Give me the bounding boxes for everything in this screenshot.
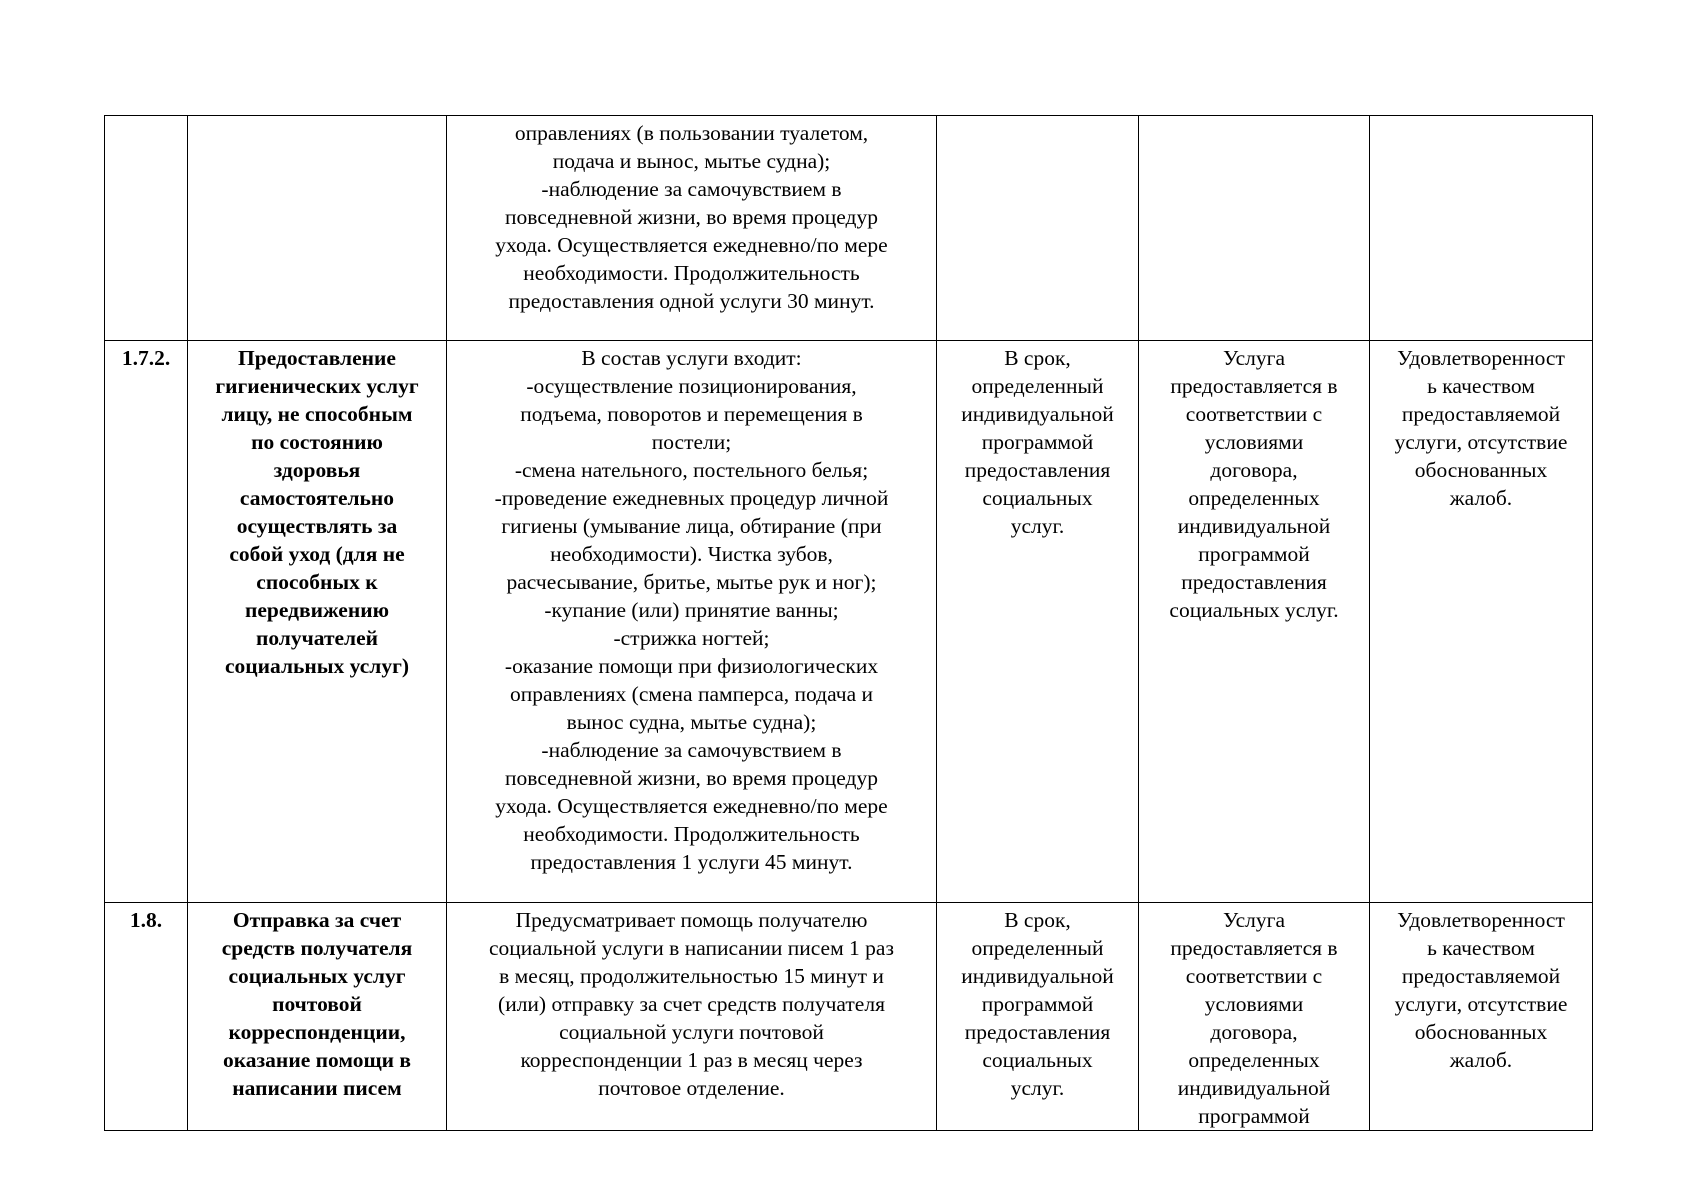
cell-text-line: социальных xyxy=(982,486,1093,510)
cell-text-line: Отправка за счет xyxy=(232,908,402,932)
cell-text-line: корреспонденции, xyxy=(228,1020,406,1044)
cell-text-line: социальных xyxy=(982,1048,1093,1072)
cell-text-line: почтовой xyxy=(272,992,362,1016)
cell-text-line: индивидуальной xyxy=(961,402,1114,426)
cell-text-line: -наблюдение за самочувствием в xyxy=(541,177,842,201)
cell-text-line: передвижению xyxy=(244,598,390,622)
cell-text-line: подача и вынос, мытье судна); xyxy=(552,149,831,173)
cell-text-line: индивидуальной xyxy=(1177,514,1331,538)
cell-text-line: условиями xyxy=(1204,992,1304,1016)
cell-text-line: по состоянию xyxy=(251,430,383,454)
cell-text-line: услуг. xyxy=(1010,1076,1065,1100)
cell-text-line: соответствии с xyxy=(1185,964,1323,988)
service-number-cell xyxy=(105,341,188,903)
cell-text-line: Удовлетворенност xyxy=(1397,908,1565,932)
service-title-cell xyxy=(188,341,447,903)
table-row xyxy=(105,903,1593,1131)
cell-text-line: услуг. xyxy=(1010,514,1065,538)
cell-text-line: способных к xyxy=(256,570,378,594)
cell-text-line: вынос судна, мытье судна); xyxy=(566,710,817,734)
cell-text-line: индивидуальной xyxy=(1177,1076,1331,1100)
service-quality-cell xyxy=(1370,341,1593,903)
service-conditions-cell xyxy=(1139,341,1370,903)
cell-text-line: Услуга xyxy=(1222,346,1286,370)
cell-text-line: написании писем xyxy=(232,1076,402,1100)
service-term-cell xyxy=(937,903,1139,1131)
cell-text-line: оправлениях (смена памперса, подача и xyxy=(509,682,874,706)
service-number-cell xyxy=(105,903,188,1131)
cell-text-line: Предусматривает помощь получателю xyxy=(515,908,868,932)
cell-text-line: программой xyxy=(1198,1104,1310,1128)
cell-text-line: лицу, не способным xyxy=(221,402,413,426)
cell-text-line: предоставляемой xyxy=(1401,402,1561,426)
cell-text-line: жалоб. xyxy=(1449,1048,1513,1072)
cell-text-line: -смена нательного, постельного белья; xyxy=(514,458,869,482)
cell-text-line: договора, xyxy=(1210,458,1298,482)
service-term-cell xyxy=(937,341,1139,903)
cell-text-line: ь качеством xyxy=(1427,374,1535,398)
cell-text-line: 1.7.2. xyxy=(121,346,171,370)
service-number-cell xyxy=(105,116,188,341)
cell-text-line: Услуга xyxy=(1222,908,1286,932)
service-term-cell xyxy=(937,116,1139,341)
cell-text-line: -проведение ежедневных процедур личной xyxy=(494,486,889,510)
table-row xyxy=(105,341,1593,903)
cell-text-line: необходимости). Чистка зубов, xyxy=(550,542,833,566)
cell-text-line: постели; xyxy=(651,430,732,454)
cell-text-line: определенный xyxy=(971,936,1104,960)
cell-text-line: определенных xyxy=(1188,1048,1320,1072)
cell-text-line: предоставляемой xyxy=(1401,964,1561,988)
cell-text-line: соответствии с xyxy=(1185,402,1323,426)
service-title-cell xyxy=(188,116,447,341)
cell-text-line: предоставления 1 услуги 45 минут. xyxy=(530,850,853,874)
cell-text-line: здоровья xyxy=(273,458,361,482)
cell-text-line: социальных услуг) xyxy=(224,654,410,678)
cell-text-line: услуги, отсутствие xyxy=(1394,430,1568,454)
service-description-cell xyxy=(447,903,937,1131)
cell-text-line: обоснованных xyxy=(1414,458,1548,482)
cell-text-line: оправлениях (в пользовании туалетом, xyxy=(514,121,869,145)
service-title-cell xyxy=(188,903,447,1131)
cell-text-line: самостоятельно xyxy=(239,486,395,510)
service-conditions-cell xyxy=(1139,903,1370,1131)
cell-text-line: корреспонденции 1 раз в месяц через xyxy=(520,1048,863,1072)
cell-text-line: предоставления xyxy=(1181,570,1327,594)
cell-text-line: расчесывание, бритье, мытье рук и ног); xyxy=(506,570,877,594)
cell-text-line: условиями xyxy=(1204,430,1304,454)
services-table-body xyxy=(105,116,1593,1131)
cell-text-line: жалоб. xyxy=(1449,486,1513,510)
cell-text-line: -купание (или) принятие ванны; xyxy=(544,598,839,622)
cell-text-line: 1.8. xyxy=(129,908,163,932)
cell-text-line: предоставления одной услуги 30 минут. xyxy=(508,289,875,313)
cell-text-line: средств получателя xyxy=(221,936,413,960)
cell-text-line: социальной услуги в написании писем 1 раз xyxy=(489,936,894,960)
service-description-cell xyxy=(447,116,937,341)
cell-text-line: индивидуальной xyxy=(961,964,1114,988)
cell-text-line: предоставляется в xyxy=(1170,936,1338,960)
table-row xyxy=(105,116,1593,341)
service-quality-cell xyxy=(1370,116,1593,341)
cell-text-line: ухода. Осуществляется ежедневно/по мере xyxy=(495,794,888,818)
cell-text-line: почтовое отделение. xyxy=(598,1076,785,1100)
cell-text-line: предоставления xyxy=(964,458,1111,482)
cell-text-line: социальных услуг. xyxy=(1169,598,1339,622)
cell-text-line: повседневной жизни, во время процедур xyxy=(505,766,878,790)
service-conditions-cell xyxy=(1139,116,1370,341)
cell-text-line: (или) отправку за счет средств получателя xyxy=(498,992,885,1016)
cell-text-line: -стрижка ногтей; xyxy=(613,626,770,650)
services-table xyxy=(104,115,1593,1131)
cell-text-line: определенных xyxy=(1188,486,1320,510)
cell-text-line: необходимости. Продолжительность xyxy=(523,822,860,846)
cell-text-line: предоставляется в xyxy=(1170,374,1338,398)
cell-text-line: Удовлетворенност xyxy=(1397,346,1565,370)
cell-text-line: программой xyxy=(981,992,1094,1016)
cell-text-line: Предоставление xyxy=(238,346,396,370)
cell-text-line: осуществлять за xyxy=(236,514,398,538)
cell-text-line: социальных услуг xyxy=(228,964,406,988)
cell-text-line: подъема, поворотов и перемещения в xyxy=(520,402,863,426)
cell-text-line: оказание помощи в xyxy=(222,1048,411,1072)
cell-text-line: необходимости. Продолжительность xyxy=(523,261,860,285)
cell-text-line: собой уход (для не xyxy=(229,542,405,566)
cell-text-line: -осуществление позиционирования, xyxy=(526,374,857,398)
cell-text-line: гигиены (умывание лица, обтирание (при xyxy=(501,514,882,538)
cell-text-line: услуги, отсутствие xyxy=(1394,992,1568,1016)
cell-text-line: ухода. Осуществляется ежедневно/по мере xyxy=(495,233,888,257)
cell-text-line: гигиенических услуг xyxy=(215,374,419,398)
cell-text-line: определенный xyxy=(971,374,1104,398)
cell-text-line: ь качеством xyxy=(1427,936,1535,960)
cell-text-line: -оказание помощи при физиологических xyxy=(504,654,879,678)
cell-text-line: В срок, xyxy=(1004,346,1071,370)
cell-text-line: социальной услуги почтовой xyxy=(559,1020,824,1044)
cell-text-line: предоставления xyxy=(964,1020,1111,1044)
cell-text-line: повседневной жизни, во время процедур xyxy=(505,205,878,229)
cell-text-line: обоснованных xyxy=(1414,1020,1548,1044)
cell-text-line: программой xyxy=(981,430,1094,454)
service-description-cell xyxy=(447,341,937,903)
cell-text-line: -наблюдение за самочувствием в xyxy=(541,738,842,762)
cell-text-line: программой xyxy=(1198,542,1310,566)
service-quality-cell xyxy=(1370,903,1593,1131)
cell-text-line: В состав услуги входит: xyxy=(581,346,802,370)
cell-text-line: получателей xyxy=(255,626,379,650)
cell-text-line: в месяц, продолжительностью 15 минут и xyxy=(499,964,884,988)
cell-text-line: В срок, xyxy=(1004,908,1071,932)
cell-text-line: договора, xyxy=(1210,1020,1298,1044)
